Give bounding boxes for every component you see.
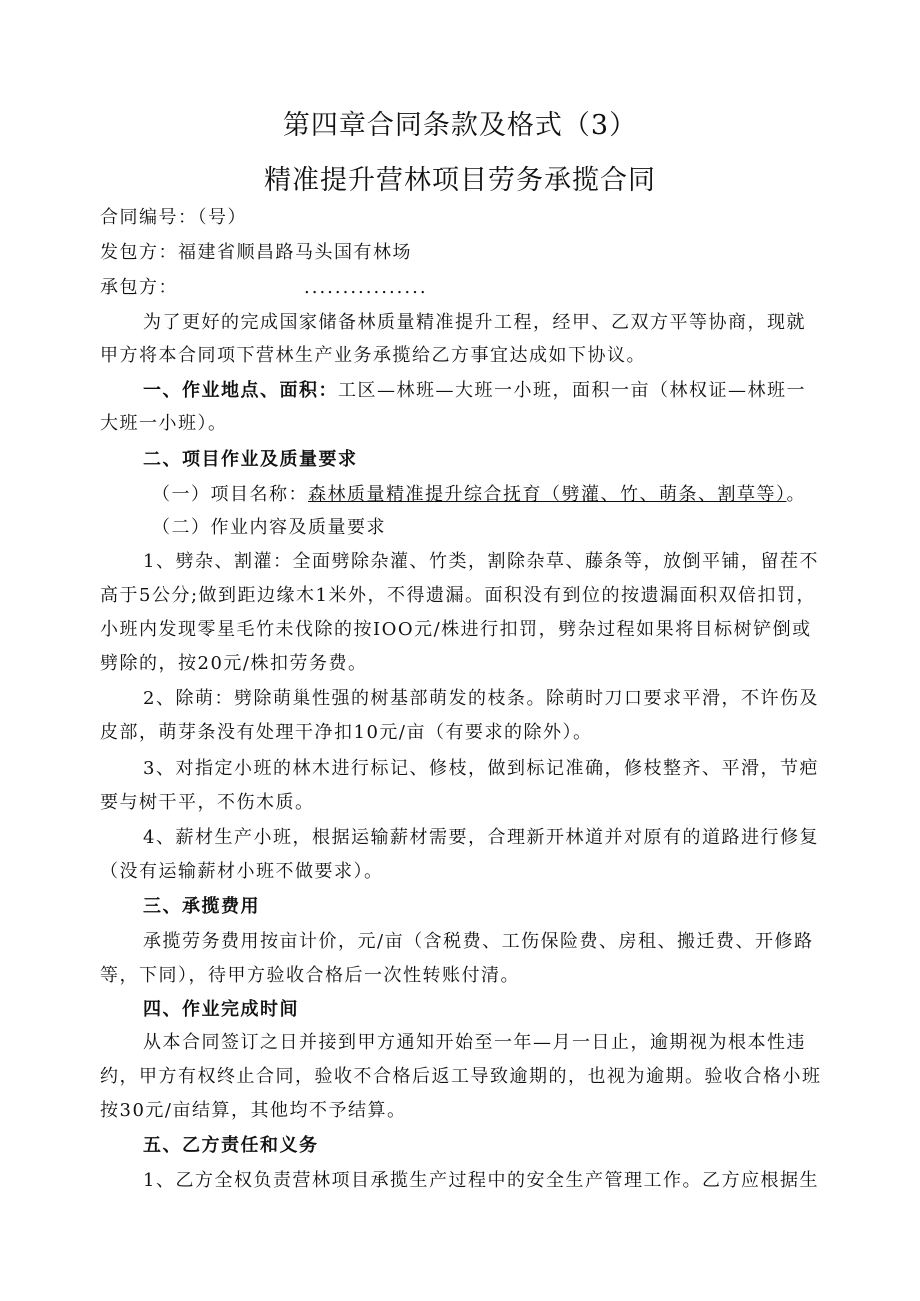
party-b-blank: ................ — [304, 277, 428, 298]
para-4-line-1: 4、薪材生产小班，根据运输薪材需要，合理新开林道并对原有的道路进行修复 — [143, 827, 819, 848]
chapter-title: 第四章合同条款及格式（3） — [282, 110, 638, 141]
section-4-line-2: 约，甲方有权终止合同，验收不合格后返工导致逾期的，也视为逾期。验收合格小班 — [100, 1066, 822, 1087]
intro-line-2: 甲方将本合同项下营林生产业务承揽给乙方事宜达成如下协议。 — [100, 345, 646, 366]
contract-title: 精准提升营林项目劳务承揽合同 — [264, 165, 656, 196]
section-2-item-2: （二）作业内容及质量要求 — [152, 517, 386, 538]
section-4-line-1: 从本合同签订之日并接到甲方通知开始至一年—月一日止，逾期视为根本性违 — [143, 1032, 806, 1053]
party-a: 发包方：福建省顺昌路马头国有林场 — [100, 242, 412, 263]
project-name: 森林质量精准提升综合抚育（劈灌、竹、萌条、割草等） — [308, 484, 787, 505]
party-b-label: 承包方： — [100, 277, 178, 298]
para-1-line-4: 劈除的，按20元/株扣劳务费。 — [100, 653, 368, 674]
para-2-line-1: 2、除萌：劈除萌巢性强的树基部萌发的枝条。除萌时刀口要求平滑，不许伤及 — [143, 688, 819, 709]
contract-number: 合同编号：（号） — [100, 207, 247, 228]
para-1-line-2: 高于5公分;做到距边缘木1米外，不得遗漏。面积没有到位的按遗漏面积双倍扣罚， — [100, 585, 816, 606]
section-3-heading: 三、承揽费用 — [143, 896, 260, 917]
para-3-line-1: 3、对指定小班的林木进行标记、修枝，做到标记准确，修枝整齐、平滑，节疤 — [143, 758, 819, 779]
para-3-line-2: 要与树干平，不伤木质。 — [100, 792, 315, 813]
para-1-line-3: 小班内发现零星毛竹未伐除的按IOO元/株进行扣罚，劈杂过程如果将目标树铲倒或 — [100, 619, 812, 640]
section-3-line-1: 承揽劳务费用按亩计价，元/亩（含税费、工伤保险费、房租、搬迁费、开修路 — [143, 931, 814, 952]
section-1-line-2: 大班一小班）。 — [100, 413, 228, 434]
section-4-line-3: 按30元/亩结算，其他均不予结算。 — [100, 1100, 407, 1121]
item-1-label: （一）项目名称： — [152, 484, 308, 505]
para-4-line-2: （没有运输薪材小班不做要求）。 — [100, 861, 384, 882]
section-5-line-1: 1、乙方全权负责营林项目承揽生产过程中的安全生产管理工作。乙方应根据生 — [143, 1170, 819, 1191]
para-1-line-1: 1、劈杂、割灌：全面劈除杂灌、竹类，割除杂草、藤条等，放倒平铺，留茬不 — [143, 551, 819, 572]
section-2-item-1 — [152, 482, 806, 508]
section-4-heading: 四、作业完成时间 — [143, 999, 299, 1020]
section-3-line-2: 等，下同），待甲方验收合格后一次性转账付清。 — [100, 965, 520, 986]
section-1-heading: 一、作业地点、面积： — [143, 380, 338, 401]
section-5-heading: 五、乙方责任和义务 — [143, 1135, 319, 1156]
item-1-end: 。 — [786, 484, 806, 505]
para-2-line-2: 皮部，萌芽条没有处理干净扣10元/亩（有要求的除外）。 — [100, 722, 593, 743]
section-1-text: 工区—林班—大班一小班，面积一亩（林权证—林班一 — [338, 380, 806, 401]
section-2-heading: 二、项目作业及质量要求 — [143, 449, 358, 470]
intro-line-1: 为了更好的完成国家储备林质量精准提升工程，经甲、乙双方平等协商，现就 — [143, 312, 806, 333]
section-1-line-1 — [143, 378, 806, 404]
